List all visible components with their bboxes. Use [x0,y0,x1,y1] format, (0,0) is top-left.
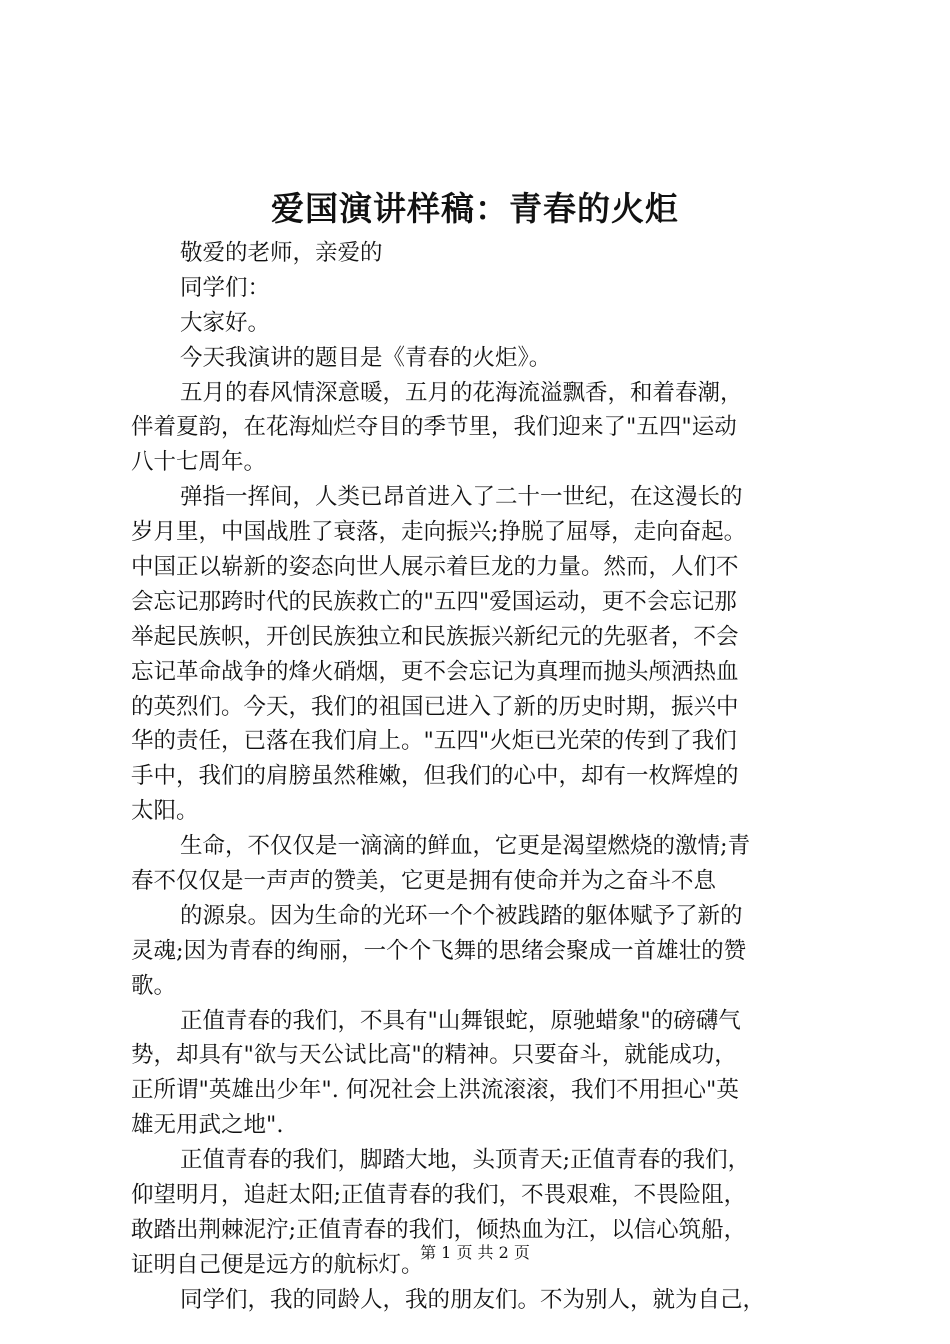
document-title: 爱国演讲样稿：青春的火炬 [271,189,679,228]
body-line: 太阳。 [131,798,199,825]
body-line: 岁月里，中国战胜了衰落，走向振兴;挣脱了屈辱，走向奋起。 [131,519,747,546]
body-line: 敬爱的老师，亲爱的 [180,240,383,266]
body-line: 歌。 [131,972,177,999]
body-line: 手中，我们的肩膀虽然稚嫩，但我们的心中，却有一枚辉煌的 [131,763,739,790]
body-line: 正值青春的我们，脚踏大地，头顶青天;正值青春的我们， [180,1147,751,1174]
body-line: 敢踏出荆棘泥泞;正值青春的我们，倾热血为江，以信心筑船， [131,1216,747,1243]
body-line: 华的责任，已落在我们肩上。"五四"火炬已光荣的传到了我们 [131,728,737,755]
document-body [131,236,833,1318]
body-line: 弹指一挥间，人类已昂首进入了二十一世纪，在这漫长的 [180,484,743,511]
body-line: 五月的春风情深意暖，五月的花海流溢飘香，和着春潮， [180,379,743,406]
body-line: 灵魂;因为青春的绚丽，一个个飞舞的思绪会聚成一首雄壮的赞 [131,937,747,964]
body-line: 举起民族帜，开创民族独立和民族振兴新纪元的先驱者，不会 [131,623,739,650]
body-line: 同学们，我的同龄人，我的朋友们。不为别人，就为自己， [180,1286,766,1313]
body-line: 证明自己便是远方的航标灯。 [131,1251,424,1278]
body-line: 忘记革命战争的烽火硝烟，更不会忘记为真理而抛头颅洒热血 [131,658,739,685]
body-line: 势，却具有"欲与天公试比高"的精神。只要奋斗，就能成功， [131,1042,737,1069]
body-line: 今天我演讲的题目是《青春的火炬》。 [180,344,552,371]
body-line: 伴着夏韵，在花海灿烂夺目的季节里，我们迎来了"五四"运动 [131,414,737,441]
body-line: 正值青春的我们，不具有"山舞银蛇，原驰蜡象"的磅礴气 [180,1007,741,1034]
body-line: 大家好。 [180,309,271,336]
body-line: 中国正以崭新的姿态向世人展示着巨龙的力量。然而，人们不 [131,554,739,581]
page-footer: 第 1 页 共 2 页 [420,1243,530,1262]
body-line: 八十七周年。 [131,449,267,476]
body-line: 的源泉。因为生命的光环一个个被践踏的躯体赋予了新的 [180,902,743,929]
body-line: 生命，不仅仅是一滴滴的鲜血，它更是渴望燃烧的激情;青 [180,833,751,860]
body-line: 春不仅仅是一声声的赞美，它更是拥有使命并为之奋斗不息 [131,868,717,895]
body-line: 的英烈们。今天，我们的祖国已进入了新的历史时期，振兴中 [131,693,739,720]
body-line: 同学们： [180,274,271,301]
body-line: 正所谓"英雄出少年". 何况社会上洪流滚滚，我们不用担心"英 [131,1077,739,1104]
body-line: 会忘记那跨时代的民族救亡的"五四"爱国运动，更不会忘记那 [131,588,737,615]
body-line: 仰望明月，追赶太阳;正值青春的我们，不畏艰难，不畏险阻， [131,1182,747,1209]
body-line: 雄无用武之地". [131,1112,284,1139]
